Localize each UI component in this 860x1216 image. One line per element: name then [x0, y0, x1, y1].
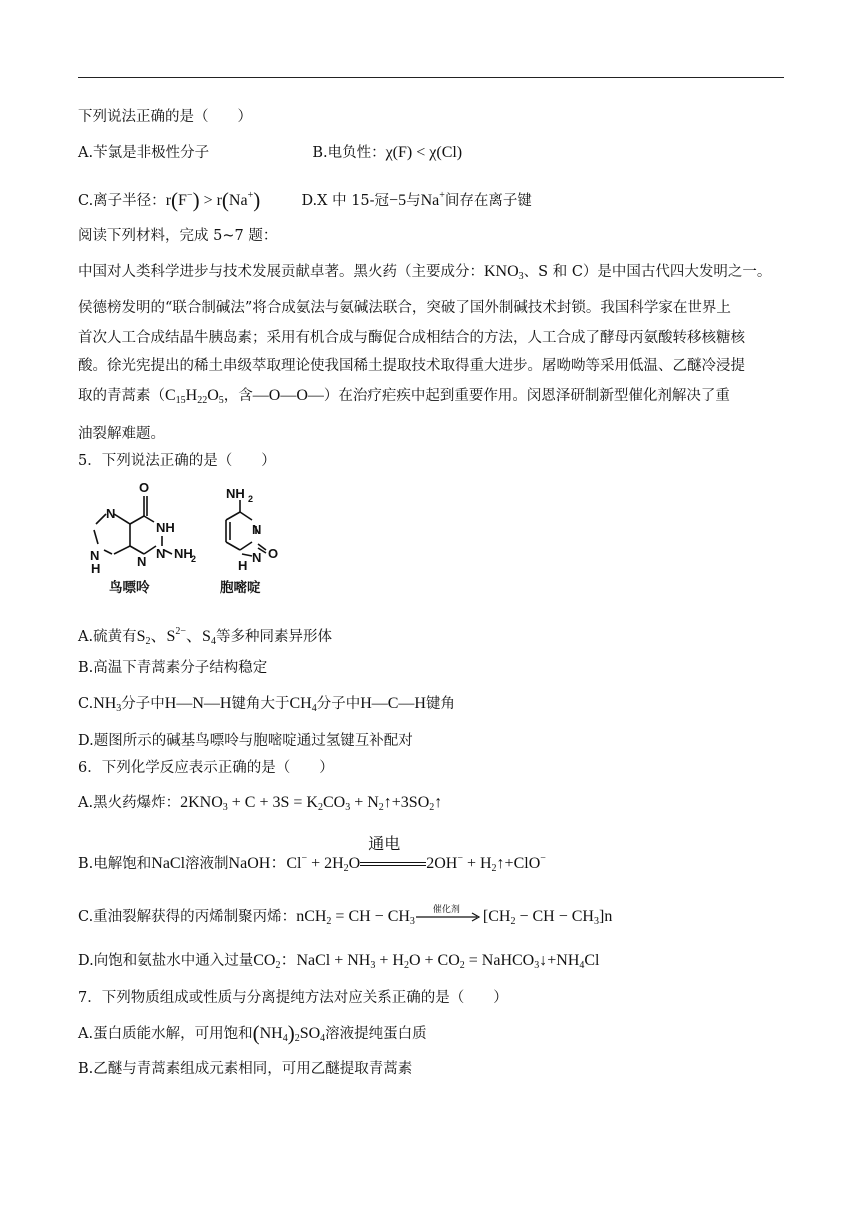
svg-text:O: O: [268, 546, 279, 561]
q4-option-a: A.苄氯是非极性分子: [78, 145, 210, 161]
svg-text:NH: NH: [156, 520, 175, 535]
passage-line-2: 侯德榜发明的“联合制碱法”将合成氨法与氨碱法联合，突破了国外制碱技术封锁。我国科学家在世界上: [78, 300, 731, 316]
q4-option-b: B.电负性：χ(F) < χ(Cl): [312, 144, 463, 161]
q7-option-a: A.蛋白质能水解，可用饱和$(NH_4)_2SO_4$溶液提纯蛋白质: [78, 1021, 427, 1045]
q6-option-a: A.黑火药爆炸：$2KNO_3 + C + 3S = K_2CO_3$ + $N_2↑+3SO_2↑$: [78, 794, 443, 813]
q6-stem: 6．下列化学反应表示正确的是（ ）: [78, 760, 334, 776]
guanine-structure: [82, 478, 200, 574]
q5-option-d: D.题图所示的碱基鸟嘌呤与胞嘧啶通过氢键互补配对: [78, 733, 413, 749]
svg-text:2: 2: [191, 554, 197, 564]
svg-text:H: H: [238, 558, 248, 573]
catalyst-condition: 催化剂: [432, 904, 460, 914]
cytosine-structure: [212, 478, 282, 574]
q4-stem: 下列说法正确的是（ ）: [78, 109, 252, 125]
svg-text:H: H: [91, 561, 101, 574]
guanine-label: 鸟嘌呤: [109, 580, 150, 596]
passage-line-3: 首次人工合成结晶牛胰岛素；采用有机合成与酶促合成相结合的方法，人工合成了酵母丙氨酸转移核糖核: [78, 330, 745, 346]
q4-option-c: C.离子半径：r(F−) > r(Na+): [78, 188, 261, 212]
passage-line-1: 中国对人类科学进步与技术发展贡献卓著。黑火药（主要成分：$KNO_3$、S 和 C）是中国古代四大发明之一。: [78, 263, 772, 282]
svg-text:NH: NH: [226, 486, 245, 501]
svg-text:N: N: [137, 554, 147, 569]
svg-text:N: N: [252, 522, 262, 537]
q5-option-b: B.高温下青蒿素分子结构稳定: [78, 660, 268, 676]
q6-option-c: C.重油裂解获得的丙烯制聚丙烯：nCH$_2$ = CH − $CH_3$ 催化剂 [$CH_2$ − CH − $CH_3]n$: [78, 907, 612, 932]
passage-line-4: 酸。徐光宪提出的稀土串级萃取理论使我国稀土提取技术取得重大进步。屠呦呦等采用低温、乙醚冷浸提: [78, 358, 745, 374]
svg-text:N: N: [90, 548, 100, 563]
q5-option-a: A.硫黄有$S_2$、$S^{2-}$、$S_4$等多种同素异形体: [78, 626, 332, 647]
svg-text:N: N: [252, 550, 262, 565]
q7-stem: 7．下列物质组成或性质与分离提纯方法对应关系正确的是（ ）: [78, 990, 508, 1006]
q5-option-c: $C.NH_3$分子中H—N—H键角大于$CH_4$分子中H—C—H键角: [78, 695, 455, 714]
svg-text:NH: NH: [174, 546, 193, 561]
svg-text:O: O: [139, 480, 150, 495]
q6-option-d: D.向饱和氨盐水中通入过量$CO_2$：NaCl + $NH_3 + H_2O + CO_2$ = $NaHCO_3↓+NH_4Cl$: [78, 952, 600, 971]
q4-option-d: D.X 中 15-冠−5与Na+间存在离子键: [301, 190, 532, 209]
svg-text:N: N: [106, 506, 116, 521]
electrolysis-condition: 通电: [368, 836, 401, 853]
reaction-arrow-icon: [415, 912, 483, 922]
q4-options-cd: [78, 186, 532, 211]
q6-option-b: B.电解饱和NaCl溶液制NaOH：$Cl^- + 2H_2O$ 通电 $2OH^- + H_2↑+ClO^-$: [78, 836, 546, 874]
passage-line-5: 取的青蒿素（$C_{15}H_{22}O_5$，含—O—O—）在治疗疟疾中起到重要作用。闵恩泽研制新型催化剂解决了重: [78, 387, 730, 406]
svg-text:2: 2: [248, 494, 254, 504]
reading-intro: 阅读下列材料，完成 5~7 题：: [78, 228, 278, 244]
svg-text:N: N: [156, 546, 166, 561]
passage-line-6: 油裂解难题。: [78, 426, 165, 442]
header-rule: [78, 77, 784, 78]
q7-option-b: B.乙醚与青蒿素组成元素相同，可用乙醚提取青蒿素: [78, 1061, 413, 1077]
q4-options-ab: [78, 143, 462, 163]
cytosine-label: 胞嘧啶: [220, 580, 261, 596]
q5-stem: 5．下列说法正确的是（ ）: [78, 453, 276, 469]
